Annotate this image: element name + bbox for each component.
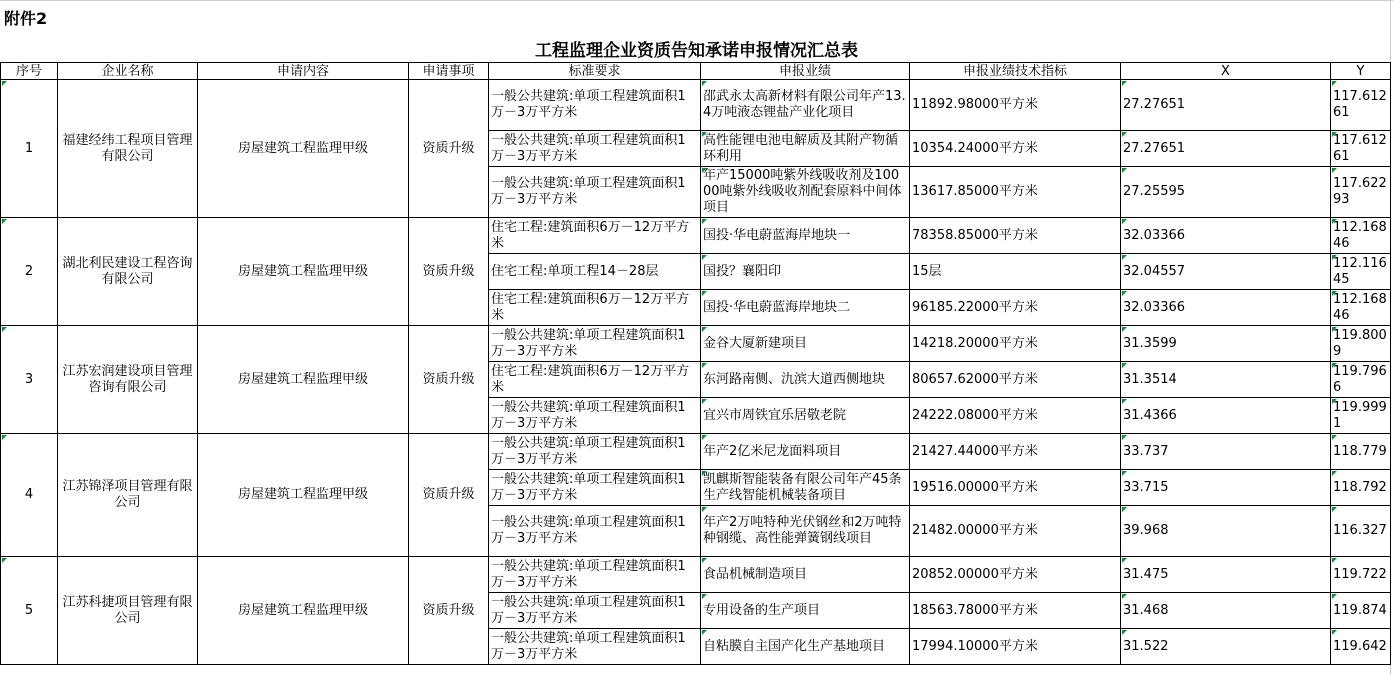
- cell-marker-icon: [1122, 558, 1127, 563]
- cell-project[interactable]: [701, 131, 910, 167]
- cell-x[interactable]: [1121, 470, 1331, 506]
- cell-metric-text: 11892.98000平方米: [912, 97, 1038, 112]
- cell-marker-icon: [1122, 168, 1127, 173]
- cell-matter-text: 资质升级: [422, 371, 475, 387]
- cell-y-text: 118.792: [1333, 479, 1387, 495]
- cell-standard-text: 一般公共建筑:单项工程建筑面积1万－3万平方米: [491, 132, 686, 164]
- cell-standard[interactable]: [489, 290, 701, 326]
- cell-y-text: 116.327: [1333, 523, 1387, 538]
- cell-marker-icon: [1332, 594, 1337, 599]
- cell-metric-text: 20852.00000平方米: [912, 566, 1038, 582]
- cell-x-text: 31.468: [1123, 602, 1169, 618]
- cell-marker-icon: [1332, 507, 1337, 512]
- cell-standard[interactable]: [489, 362, 701, 398]
- summary-table: [0, 62, 1391, 665]
- cell-marker-icon: [1122, 255, 1127, 260]
- cell-metric[interactable]: [910, 557, 1121, 593]
- cell-standard-text: 一般公共建筑:单项工程建筑面积1万－3万平方米: [491, 327, 686, 359]
- cell-marker-icon: [702, 399, 707, 404]
- cell-metric-text: 21427.44000平方米: [912, 443, 1038, 459]
- cell-x[interactable]: [1121, 131, 1331, 167]
- sheet-title: 工程监理企业资质告知承诺申报情况汇总表: [535, 41, 858, 61]
- cell-marker-icon: [1122, 630, 1127, 635]
- cell-metric[interactable]: [910, 167, 1121, 218]
- cell-y[interactable]: [1331, 131, 1391, 167]
- cell-x[interactable]: [1121, 218, 1331, 254]
- cell-metric[interactable]: [910, 470, 1121, 506]
- cell-metric-text: 19516.00000平方米: [912, 479, 1038, 495]
- cell-marker-icon: [702, 255, 707, 260]
- table-body: [1, 80, 1391, 665]
- header-standard[interactable]: 标准要求: [489, 63, 701, 80]
- cell-metric-text: 78358.85000平方米: [912, 227, 1038, 243]
- cell-metric-text: 10354.24000平方米: [912, 140, 1038, 156]
- cell-marker-icon: [1122, 219, 1127, 224]
- cell-y[interactable]: [1331, 470, 1391, 506]
- cell-marker-icon: [1332, 471, 1337, 476]
- cell-x[interactable]: [1121, 629, 1331, 665]
- cell-matter[interactable]: [409, 80, 489, 218]
- cell-marker-icon: [702, 219, 707, 224]
- cell-metric-text: 15层: [912, 263, 942, 279]
- cell-standard[interactable]: [489, 167, 701, 218]
- header-metric[interactable]: 申报业绩技术指标: [910, 63, 1121, 80]
- cell-x[interactable]: [1121, 362, 1331, 398]
- cell-y-text: 118.779: [1333, 443, 1387, 459]
- cell-marker-icon: [1332, 255, 1337, 260]
- table-row: [1, 218, 1391, 254]
- cell-y-text: 119.642: [1333, 638, 1387, 654]
- cell-marker-icon: [2, 327, 7, 332]
- cell-y[interactable]: [1331, 290, 1391, 326]
- cell-y[interactable]: [1331, 557, 1391, 593]
- cell-project[interactable]: [701, 629, 910, 665]
- cell-x[interactable]: [1121, 593, 1331, 629]
- sheet-top-gridline: [0, 0, 1393, 1]
- cell-x-text: 27.27651: [1123, 140, 1186, 156]
- cell-standard[interactable]: [489, 80, 701, 131]
- header-company[interactable]: 企业名称: [58, 63, 198, 80]
- cell-marker-icon: [1122, 81, 1127, 86]
- cell-y-text: 119.9991: [1333, 399, 1387, 431]
- cell-x-text: 39.968: [1123, 523, 1169, 538]
- cell-marker-icon: [1122, 594, 1127, 599]
- cell-x-text: 31.3514: [1123, 371, 1177, 387]
- cell-marker-icon: [702, 507, 707, 512]
- cell-y-text: 112.11645: [1333, 255, 1387, 287]
- cell-marker-icon: [1332, 399, 1337, 404]
- cell-standard-text: 一般公共建筑:单项工程建筑面积1万－3万平方米: [491, 558, 686, 590]
- cell-y[interactable]: [1331, 80, 1391, 131]
- cell-project-text: 食品机械制造项目: [703, 566, 808, 582]
- cell-y[interactable]: [1331, 506, 1391, 557]
- cell-y[interactable]: [1331, 254, 1391, 290]
- cell-marker-icon: [702, 363, 707, 368]
- cell-x[interactable]: [1121, 80, 1331, 131]
- cell-content-text: 房屋建筑工程监理甲级: [237, 602, 368, 618]
- attachment-label: 附件2: [4, 9, 48, 28]
- cell-marker-icon: [1332, 168, 1337, 173]
- cell-standard-text: 住宅工程:建筑面积6万－12万平方米: [491, 363, 690, 395]
- cell-project-text: 高性能锂电池电解质及其附产物循环利用: [703, 132, 899, 164]
- cell-marker-icon: [1332, 558, 1337, 563]
- cell-metric[interactable]: [910, 593, 1121, 629]
- cell-standard-text: 一般公共建筑:单项工程建筑面积1万－3万平方米: [491, 515, 686, 546]
- cell-content[interactable]: [198, 80, 409, 218]
- cell-standard[interactable]: [489, 593, 701, 629]
- cell-seq[interactable]: [1, 326, 58, 434]
- cell-marker-icon: [1332, 291, 1337, 296]
- cell-metric-text: 21482.00000平方米: [912, 523, 1038, 538]
- header-matter[interactable]: 申请事项: [409, 63, 489, 80]
- cell-company-text: 湖北利民建设工程咨询有限公司: [62, 255, 193, 287]
- cell-marker-icon: [1332, 81, 1337, 86]
- cell-standard-text: 一般公共建筑:单项工程建筑面积1万－3万平方米: [491, 630, 686, 662]
- cell-metric[interactable]: [910, 434, 1121, 470]
- cell-company[interactable]: [58, 434, 198, 557]
- cell-marker-icon: [1122, 327, 1127, 332]
- cell-standard[interactable]: [489, 218, 701, 254]
- cell-project[interactable]: [701, 434, 910, 470]
- cell-y-text: 117.62293: [1333, 176, 1387, 207]
- cell-standard-text: 一般公共建筑:单项工程建筑面积1万－3万平方米: [491, 399, 686, 431]
- cell-matter-text: 资质升级: [422, 140, 475, 156]
- cell-standard-text: 一般公共建筑:单项工程建筑面积1万－3万平方米: [491, 176, 686, 207]
- cell-x-text: 27.27651: [1123, 97, 1186, 112]
- cell-x-text: 32.03366: [1123, 299, 1186, 315]
- cell-metric-text: 13617.85000平方米: [912, 184, 1038, 199]
- cell-matter[interactable]: [409, 218, 489, 326]
- cell-marker-icon: [702, 594, 707, 599]
- cell-company[interactable]: [58, 326, 198, 434]
- cell-project[interactable]: [701, 470, 910, 506]
- cell-standard-text: 住宅工程:建筑面积6万－12万平方米: [491, 291, 690, 323]
- cell-seq-text: 1: [24, 140, 34, 156]
- cell-marker-icon: [1332, 630, 1337, 635]
- cell-marker-icon: [1122, 471, 1127, 476]
- cell-project-text: 年产2万吨特种光伏钢丝和2万吨特种钢缆、高性能弹簧钢线项目: [703, 515, 902, 546]
- cell-seq[interactable]: [1, 557, 58, 665]
- cell-matter[interactable]: [409, 557, 489, 665]
- cell-matter-text: 资质升级: [422, 602, 475, 618]
- cell-content-text: 房屋建筑工程监理甲级: [237, 140, 368, 156]
- cell-standard[interactable]: [489, 629, 701, 665]
- cell-x[interactable]: [1121, 557, 1331, 593]
- cell-project[interactable]: [701, 218, 910, 254]
- header-row: [1, 63, 1391, 80]
- cell-standard[interactable]: [489, 434, 701, 470]
- cell-standard[interactable]: [489, 470, 701, 506]
- cell-marker-icon: [702, 327, 707, 332]
- cell-marker-icon: [2, 435, 7, 440]
- cell-y[interactable]: [1331, 167, 1391, 218]
- cell-y-text: 112.16846: [1333, 219, 1387, 251]
- cell-y[interactable]: [1331, 629, 1391, 665]
- cell-content[interactable]: [198, 434, 409, 557]
- cell-project[interactable]: [701, 80, 910, 131]
- cell-marker-icon: [1332, 132, 1337, 137]
- header-content[interactable]: 申请内容: [198, 63, 409, 80]
- cell-y[interactable]: [1331, 398, 1391, 434]
- cell-content[interactable]: [198, 326, 409, 434]
- cell-content-text: 房屋建筑工程监理甲级: [237, 487, 368, 502]
- cell-marker-icon: [1122, 291, 1127, 296]
- cell-marker-icon: [702, 132, 707, 137]
- cell-project-text: 金谷大厦新建项目: [703, 335, 808, 351]
- cell-y-text: 119.7966: [1333, 363, 1387, 395]
- cell-company[interactable]: [58, 557, 198, 665]
- cell-marker-icon: [1332, 363, 1337, 368]
- cell-project[interactable]: [701, 398, 910, 434]
- cell-x[interactable]: [1121, 326, 1331, 362]
- cell-content[interactable]: [198, 218, 409, 326]
- cell-metric[interactable]: [910, 326, 1121, 362]
- table-row: [1, 326, 1391, 362]
- cell-y[interactable]: [1331, 218, 1391, 254]
- cell-project-text: 专用设备的生产项目: [703, 602, 821, 618]
- cell-marker-icon: [2, 81, 7, 86]
- cell-seq-text: 2: [24, 263, 34, 279]
- cell-x-text: 31.475: [1123, 566, 1169, 582]
- cell-seq[interactable]: [1, 434, 58, 557]
- cell-marker-icon: [702, 471, 707, 476]
- cell-metric[interactable]: [910, 131, 1121, 167]
- cell-marker-icon: [702, 291, 707, 296]
- table-row: [1, 434, 1391, 470]
- cell-y-text: 117.61261: [1333, 89, 1387, 120]
- cell-standard-text: 住宅工程:建筑面积6万－12万平方米: [491, 219, 690, 251]
- cell-company-text: 江苏锦泽项目管理有限公司: [62, 479, 193, 510]
- cell-project[interactable]: [701, 254, 910, 290]
- cell-metric[interactable]: [910, 290, 1121, 326]
- cell-x[interactable]: [1121, 434, 1331, 470]
- header-seq[interactable]: 序号: [1, 63, 58, 80]
- cell-matter[interactable]: [409, 326, 489, 434]
- cell-project[interactable]: [701, 290, 910, 326]
- cell-x-text: 32.03366: [1123, 227, 1186, 243]
- cell-project-text: 邵武永太高新材料有限公司年产13.4万吨液态锂盐产业化项目: [703, 89, 906, 120]
- cell-project[interactable]: [701, 167, 910, 218]
- cell-marker-icon: [702, 558, 707, 563]
- cell-x-text: 31.3599: [1123, 335, 1177, 351]
- cell-x-text: 33.737: [1123, 443, 1169, 459]
- cell-y[interactable]: [1331, 593, 1391, 629]
- cell-standard[interactable]: [489, 254, 701, 290]
- cell-metric-text: 80657.62000平方米: [912, 371, 1038, 387]
- cell-y-text: 117.61261: [1333, 132, 1387, 164]
- table-row: [1, 80, 1391, 131]
- cell-x-text: 33.715: [1123, 479, 1169, 495]
- cell-company[interactable]: [58, 218, 198, 326]
- cell-content[interactable]: [198, 557, 409, 665]
- cell-project-text: 宜兴市周铁宜乐居敬老院: [703, 407, 847, 423]
- cell-x[interactable]: [1121, 254, 1331, 290]
- header-y[interactable]: Y: [1331, 63, 1391, 80]
- cell-project-text: 国投？襄阳印: [703, 263, 782, 279]
- cell-content-text: 房屋建筑工程监理甲级: [237, 263, 368, 279]
- cell-metric[interactable]: [910, 629, 1121, 665]
- cell-standard-text: 住宅工程:单项工程14－28层: [491, 263, 659, 279]
- cell-seq-text: 4: [24, 487, 34, 502]
- cell-metric-text: 18563.78000平方米: [912, 602, 1038, 618]
- cell-x[interactable]: [1121, 506, 1331, 557]
- cell-project-text: 年产15000吨紫外线吸收剂及10000吨紫外线吸收剂配套原料中间体项目: [703, 168, 902, 215]
- cell-standard[interactable]: [489, 398, 701, 434]
- cell-project-text: 东河路南侧、氿滨大道西侧地块: [703, 371, 886, 387]
- cell-standard-text: 一般公共建筑:单项工程建筑面积1万－3万平方米: [491, 89, 686, 120]
- cell-x-text: 27.25595: [1123, 184, 1186, 199]
- cell-matter-text: 资质升级: [422, 487, 475, 502]
- cell-metric-text: 96185.22000平方米: [912, 299, 1038, 315]
- cell-marker-icon: [1122, 435, 1127, 440]
- cell-standard[interactable]: [489, 131, 701, 167]
- cell-marker-icon: [2, 558, 7, 563]
- cell-x-text: 31.522: [1123, 638, 1169, 654]
- cell-standard[interactable]: [489, 557, 701, 593]
- cell-marker-icon: [2, 219, 7, 224]
- cell-metric-text: 24222.08000平方米: [912, 407, 1038, 423]
- cell-standard-text: 一般公共建筑:单项工程建筑面积1万－3万平方米: [491, 594, 686, 626]
- cell-x-text: 32.04557: [1123, 263, 1186, 279]
- cell-company[interactable]: [58, 80, 198, 218]
- cell-standard[interactable]: [489, 326, 701, 362]
- cell-y-text: 112.16846: [1333, 291, 1387, 323]
- cell-metric[interactable]: [910, 80, 1121, 131]
- cell-marker-icon: [702, 630, 707, 635]
- cell-standard-text: 一般公共建筑:单项工程建筑面积1万－3万平方米: [491, 471, 686, 503]
- cell-metric[interactable]: [910, 218, 1121, 254]
- cell-seq-text: 5: [24, 602, 34, 618]
- cell-metric-text: 14218.20000平方米: [912, 335, 1038, 351]
- cell-project-text: 年产2亿米尼龙面料项目: [703, 443, 842, 459]
- cell-standard-text: 一般公共建筑:单项工程建筑面积1万－3万平方米: [491, 435, 686, 467]
- cell-marker-icon: [1122, 132, 1127, 137]
- cell-marker-icon: [1122, 399, 1127, 404]
- cell-marker-icon: [1332, 219, 1337, 224]
- cell-project[interactable]: [701, 593, 910, 629]
- cell-y[interactable]: [1331, 326, 1391, 362]
- cell-seq-text: 3: [24, 371, 34, 387]
- cell-company-text: 江苏科捷项目管理有限公司: [62, 594, 193, 626]
- cell-metric[interactable]: [910, 254, 1121, 290]
- cell-metric[interactable]: [910, 506, 1121, 557]
- cell-marker-icon: [1122, 363, 1127, 368]
- cell-x[interactable]: [1121, 290, 1331, 326]
- cell-company-text: 江苏宏润建设项目管理咨询有限公司: [62, 363, 193, 395]
- cell-project[interactable]: [701, 506, 910, 557]
- cell-y[interactable]: [1331, 434, 1391, 470]
- cell-seq[interactable]: [1, 218, 58, 326]
- cell-metric-text: 17994.10000平方米: [912, 638, 1038, 654]
- cell-x[interactable]: [1121, 398, 1331, 434]
- cell-y-text: 119.874: [1333, 602, 1387, 618]
- cell-matter-text: 资质升级: [422, 263, 475, 279]
- cell-matter[interactable]: [409, 434, 489, 557]
- cell-project-text: 凯麒斯智能装备有限公司年产45条生产线智能机械装备项目: [703, 471, 902, 503]
- cell-project[interactable]: [701, 362, 910, 398]
- cell-marker-icon: [702, 81, 707, 86]
- cell-marker-icon: [702, 168, 707, 173]
- header-project[interactable]: 申报业绩: [701, 63, 910, 80]
- cell-content-text: 房屋建筑工程监理甲级: [237, 371, 368, 387]
- cell-standard[interactable]: [489, 506, 701, 557]
- cell-project[interactable]: [701, 557, 910, 593]
- cell-metric[interactable]: [910, 362, 1121, 398]
- cell-metric[interactable]: [910, 398, 1121, 434]
- header-x[interactable]: X: [1121, 63, 1331, 80]
- table-row: [1, 557, 1391, 593]
- cell-project-text: 国投·华电蔚蓝海岸地块一: [703, 227, 851, 243]
- cell-marker-icon: [702, 435, 707, 440]
- cell-project[interactable]: [701, 326, 910, 362]
- cell-y-text: 119.8009: [1333, 327, 1387, 359]
- cell-project-text: 国投·华电蔚蓝海岸地块二: [703, 299, 851, 315]
- cell-x[interactable]: [1121, 167, 1331, 218]
- cell-seq[interactable]: [1, 80, 58, 218]
- cell-company-text: 福建经纬工程项目管理有限公司: [62, 132, 193, 164]
- cell-project-text: 自粘膜自主国产化生产基地项目: [703, 638, 886, 654]
- cell-marker-icon: [1122, 507, 1127, 512]
- cell-y-text: 119.722: [1333, 566, 1387, 582]
- cell-x-text: 31.4366: [1123, 407, 1177, 423]
- cell-marker-icon: [1332, 435, 1337, 440]
- cell-marker-icon: [1332, 327, 1337, 332]
- cell-y[interactable]: [1331, 362, 1391, 398]
